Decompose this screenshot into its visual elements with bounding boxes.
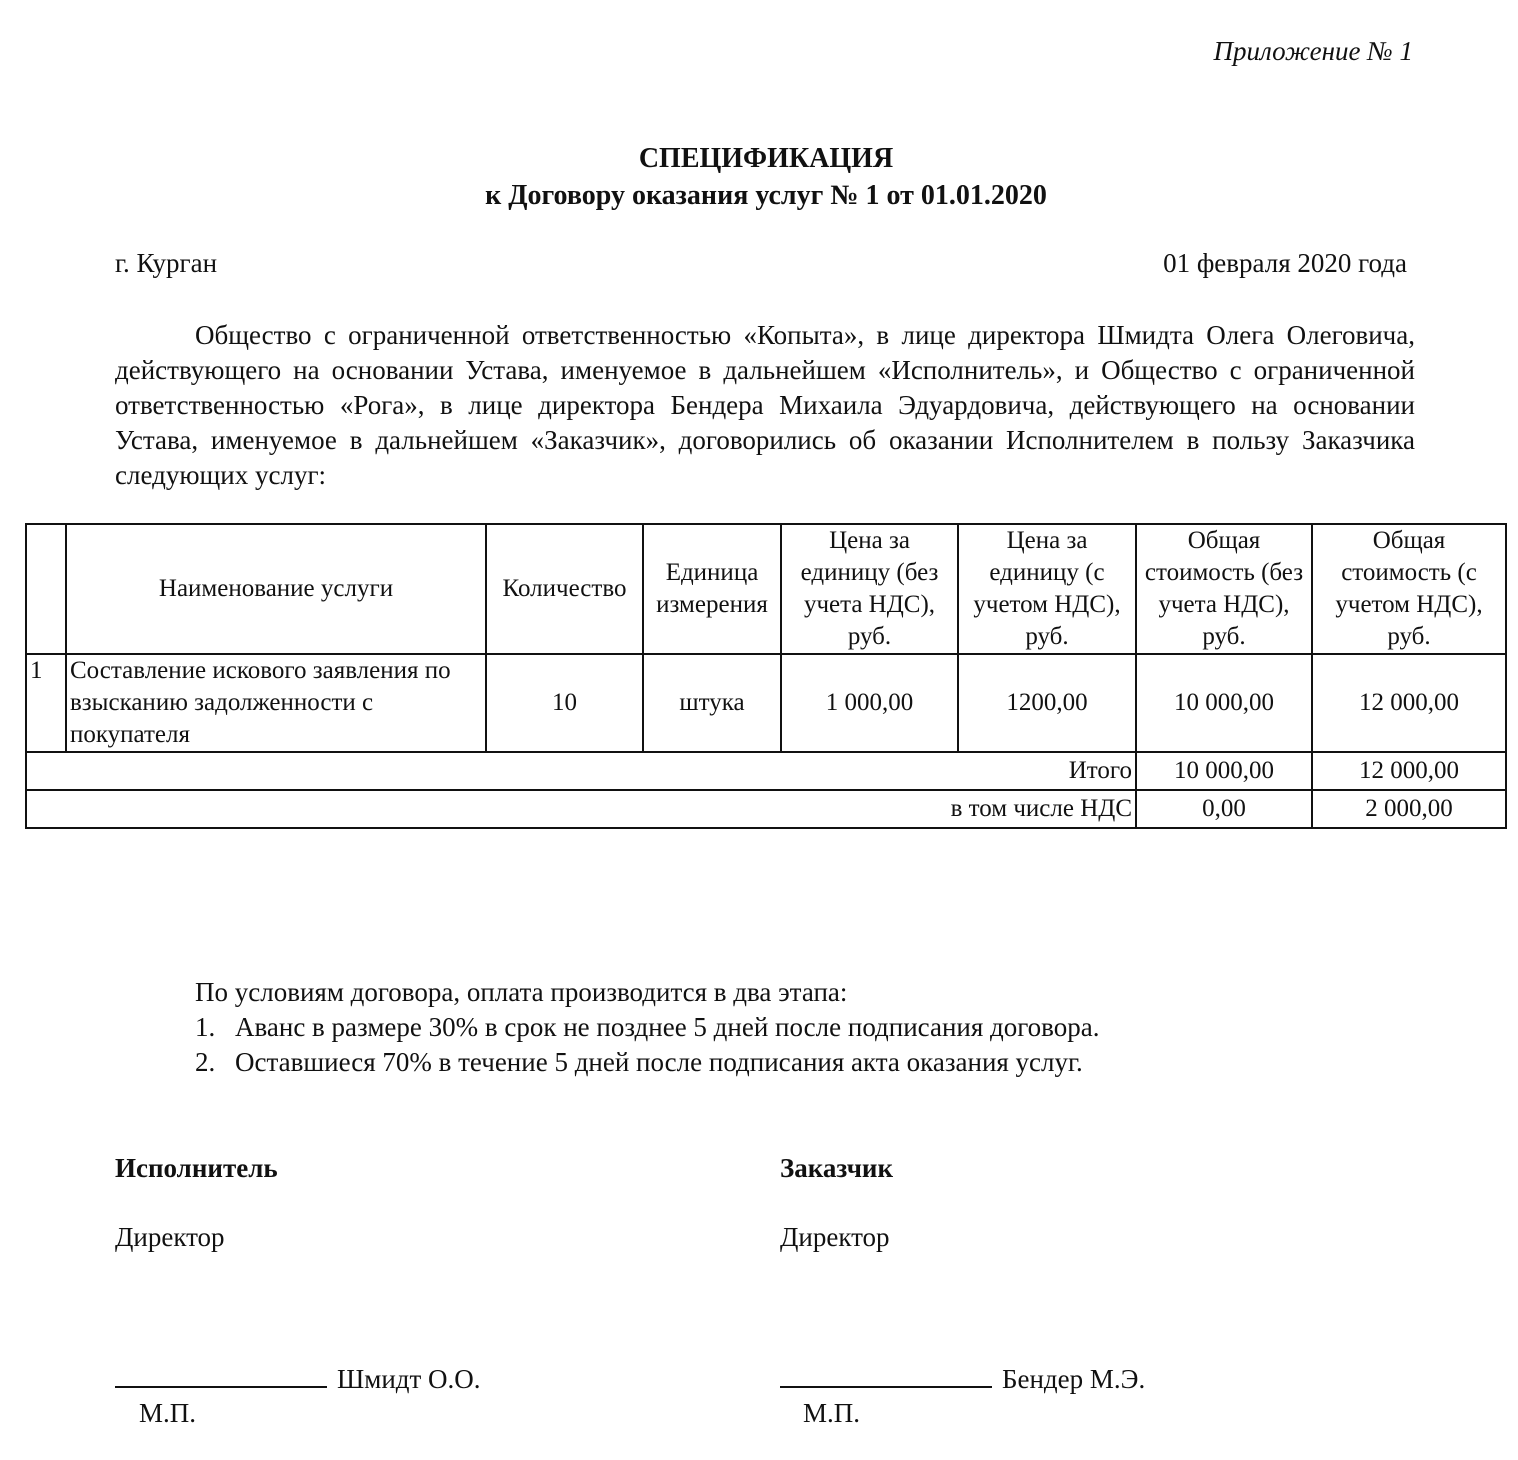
customer-role: Заказчик [780, 1153, 894, 1183]
row-price-vat: 1200,00 [958, 654, 1136, 752]
header-quantity: Количество [486, 524, 643, 654]
document-title: СПЕЦИФИКАЦИЯ [638, 143, 894, 174]
total-label: Итого [26, 752, 1136, 790]
payment-intro: По условиям договора, оплата производится в два этапа: [195, 977, 848, 1007]
table-row [26, 654, 1506, 752]
row-total-vat: 12 000,00 [1312, 654, 1506, 752]
city: г. Курган [115, 248, 218, 278]
row-unit: штука [643, 654, 781, 752]
services-table [25, 523, 1507, 829]
header-total-vat: Общая стоимость (с учетом НДС), руб. [1312, 524, 1506, 654]
payment-item-num: 2. [195, 1047, 216, 1077]
document-subtitle: к Договору оказания услуг № 1 от 01.01.2020 [485, 180, 1047, 211]
executor-stamp: М.П. [139, 1398, 197, 1428]
table-header-row [26, 524, 1506, 654]
row-quantity: 10 [486, 654, 643, 752]
payment-item [195, 1045, 1099, 1080]
executor-signature-blank [115, 1362, 327, 1388]
executor-role: Исполнитель [115, 1153, 278, 1183]
payment-terms [195, 975, 1099, 1080]
total-row [26, 752, 1506, 790]
header-service-name: Наименование услуги [66, 524, 486, 654]
executor-signature-line [115, 1362, 481, 1395]
row-price-no-vat: 1 000,00 [781, 654, 958, 752]
header-num [26, 524, 66, 654]
total-no-vat: 10 000,00 [1136, 752, 1312, 790]
customer-signature-blank [780, 1362, 992, 1388]
appendix-label: Приложение № 1 [1213, 36, 1413, 66]
row-total-no-vat: 10 000,00 [1136, 654, 1312, 752]
header-price-vat: Цена за единицу (с учетом НДС), руб. [958, 524, 1136, 654]
total-vat: 12 000,00 [1312, 752, 1506, 790]
payment-item-text: Аванс в размере 30% в срок не позднее 5 дней после подписания договора. [235, 1012, 1100, 1042]
intro-paragraph: Общество с ограниченной ответственностью «Копыта», в лице директора Шмидта Олега Олеговича, действующего на основании Устава, именуемое в дальнейшем «Исполнитель», и Общество с ограниченной ответственностью «Рога», в лице директора Бендера Михаила Эдуардовича, действующего на основании Устава, именуемое в дальнейшем «Заказчик», договорились об оказании Исполнителем в пользу Заказчика следующих услуг: [115, 320, 1415, 490]
document-date: 01 февраля 2020 года [1163, 248, 1407, 278]
vat-row [26, 790, 1506, 828]
customer-stamp: М.П. [803, 1398, 861, 1428]
row-service-name: Составление искового заявления по взысканию задолженности с покупателя [66, 654, 486, 752]
header-unit: Единица измерения [643, 524, 781, 654]
executor-position: Директор [115, 1222, 225, 1252]
vat-label: в том числе НДС [26, 790, 1136, 828]
vat-amount: 2 000,00 [1312, 790, 1506, 828]
customer-name: Бендер М.Э. [1002, 1364, 1146, 1394]
payment-item-text: Оставшиеся 70% в течение 5 дней после подписания акта оказания услуг. [235, 1047, 1083, 1077]
executor-name: Шмидт О.О. [337, 1364, 481, 1394]
row-num: 1 [26, 654, 66, 752]
payment-item-num: 1. [195, 1012, 216, 1042]
header-price-no-vat: Цена за единицу (без учета НДС), руб. [781, 524, 958, 654]
customer-signature-line [780, 1362, 1145, 1395]
payment-item [195, 1010, 1099, 1045]
header-total-no-vat: Общая стоимость (без учета НДС), руб. [1136, 524, 1312, 654]
customer-position: Директор [780, 1222, 890, 1252]
vat-no-vat: 0,00 [1136, 790, 1312, 828]
